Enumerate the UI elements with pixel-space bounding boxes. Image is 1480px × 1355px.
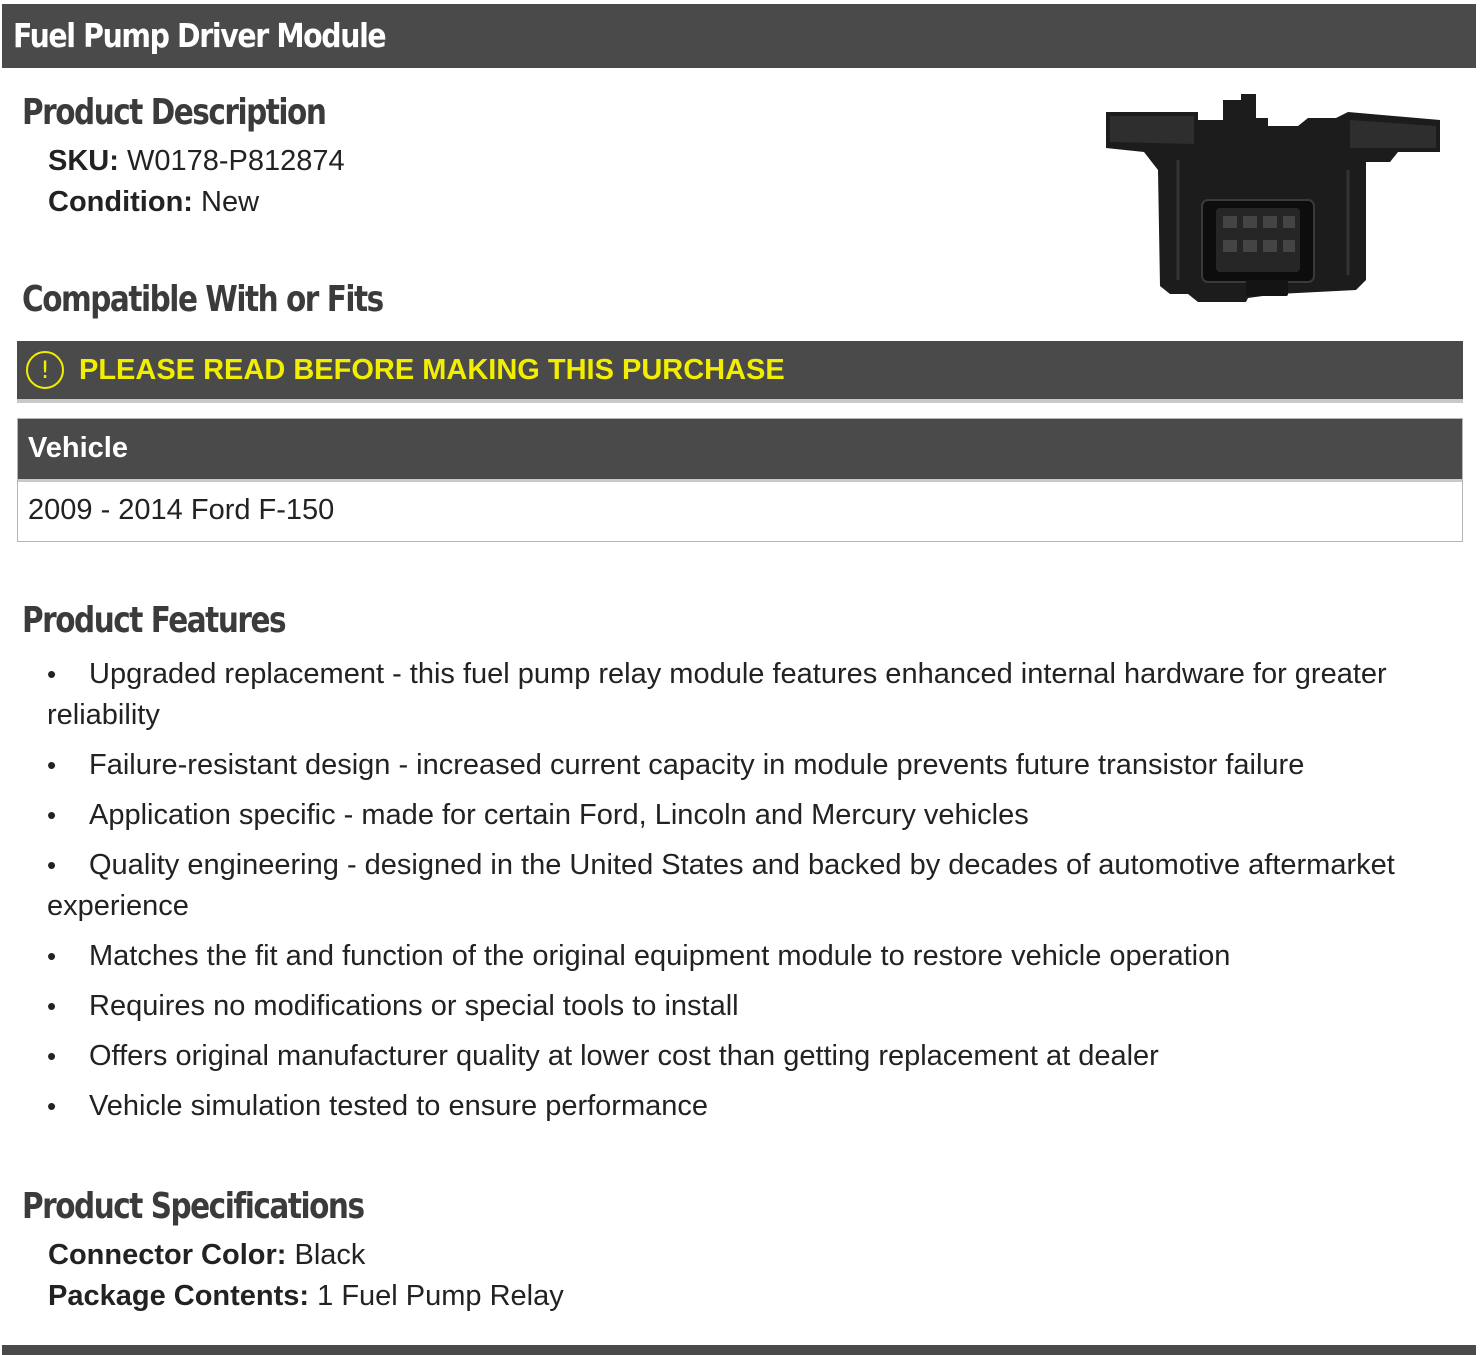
condition-label: Condition: xyxy=(48,186,193,218)
product-specifications-heading: Product Specifications xyxy=(22,1186,364,1227)
condition-field xyxy=(48,186,259,219)
list-item: • Application specific - made for certain Ford, Lincoln and Mercury vehicles xyxy=(47,799,1029,831)
connector-color-field xyxy=(48,1239,365,1272)
connector-color-value: Black xyxy=(294,1239,366,1271)
page-title: Fuel Pump Driver Module xyxy=(13,16,386,55)
sku-value: W0178-P812874 xyxy=(126,145,345,177)
sku-field xyxy=(48,145,345,178)
vehicle-table-header xyxy=(18,419,1462,482)
vehicle-column-label: Vehicle xyxy=(28,432,128,464)
product-features-heading: Product Features xyxy=(22,600,286,641)
package-contents-field xyxy=(48,1280,564,1313)
product-description-heading: Product Description xyxy=(22,92,326,133)
list-item: • Quality engineering - designed in the United States and backed by decades of automotive aftermarket experience xyxy=(47,849,1395,922)
sku-label: SKU: xyxy=(48,145,119,177)
exclamation-circle-icon: ! xyxy=(26,351,64,389)
package-contents-value: 1 Fuel Pump Relay xyxy=(317,1280,564,1312)
list-item: • Offers original manufacturer quality at lower cost than getting replacement at dealer xyxy=(47,1040,1159,1072)
condition-value: New xyxy=(201,186,260,218)
purchase-warning-banner xyxy=(17,341,1463,403)
compatible-heading: Compatible With or Fits xyxy=(22,279,383,320)
features-list xyxy=(47,654,1442,1136)
list-item: • Matches the fit and function of the original equipment module to restore vehicle operation xyxy=(47,940,1231,972)
list-item: • Failure-resistant design - increased current capacity in module prevents future transistor failure xyxy=(47,749,1305,781)
vehicle-table xyxy=(17,418,1463,542)
product-image xyxy=(1098,90,1444,310)
list-item: • Vehicle simulation tested to ensure performance xyxy=(47,1090,709,1122)
list-item: • Upgraded replacement - this fuel pump relay module features enhanced internal hardware for greater reliability xyxy=(47,658,1387,731)
connector-color-label: Connector Color: xyxy=(48,1239,287,1271)
table-row: 2009 - 2014 Ford F-150 xyxy=(28,494,335,526)
warning-text: PLEASE READ BEFORE MAKING THIS PURCHASE xyxy=(79,354,785,386)
bottom-divider xyxy=(2,1345,1476,1355)
list-item: • Requires no modifications or special tools to install xyxy=(47,990,739,1022)
package-contents-label: Package Contents: xyxy=(48,1280,310,1312)
title-bar xyxy=(2,4,1476,68)
